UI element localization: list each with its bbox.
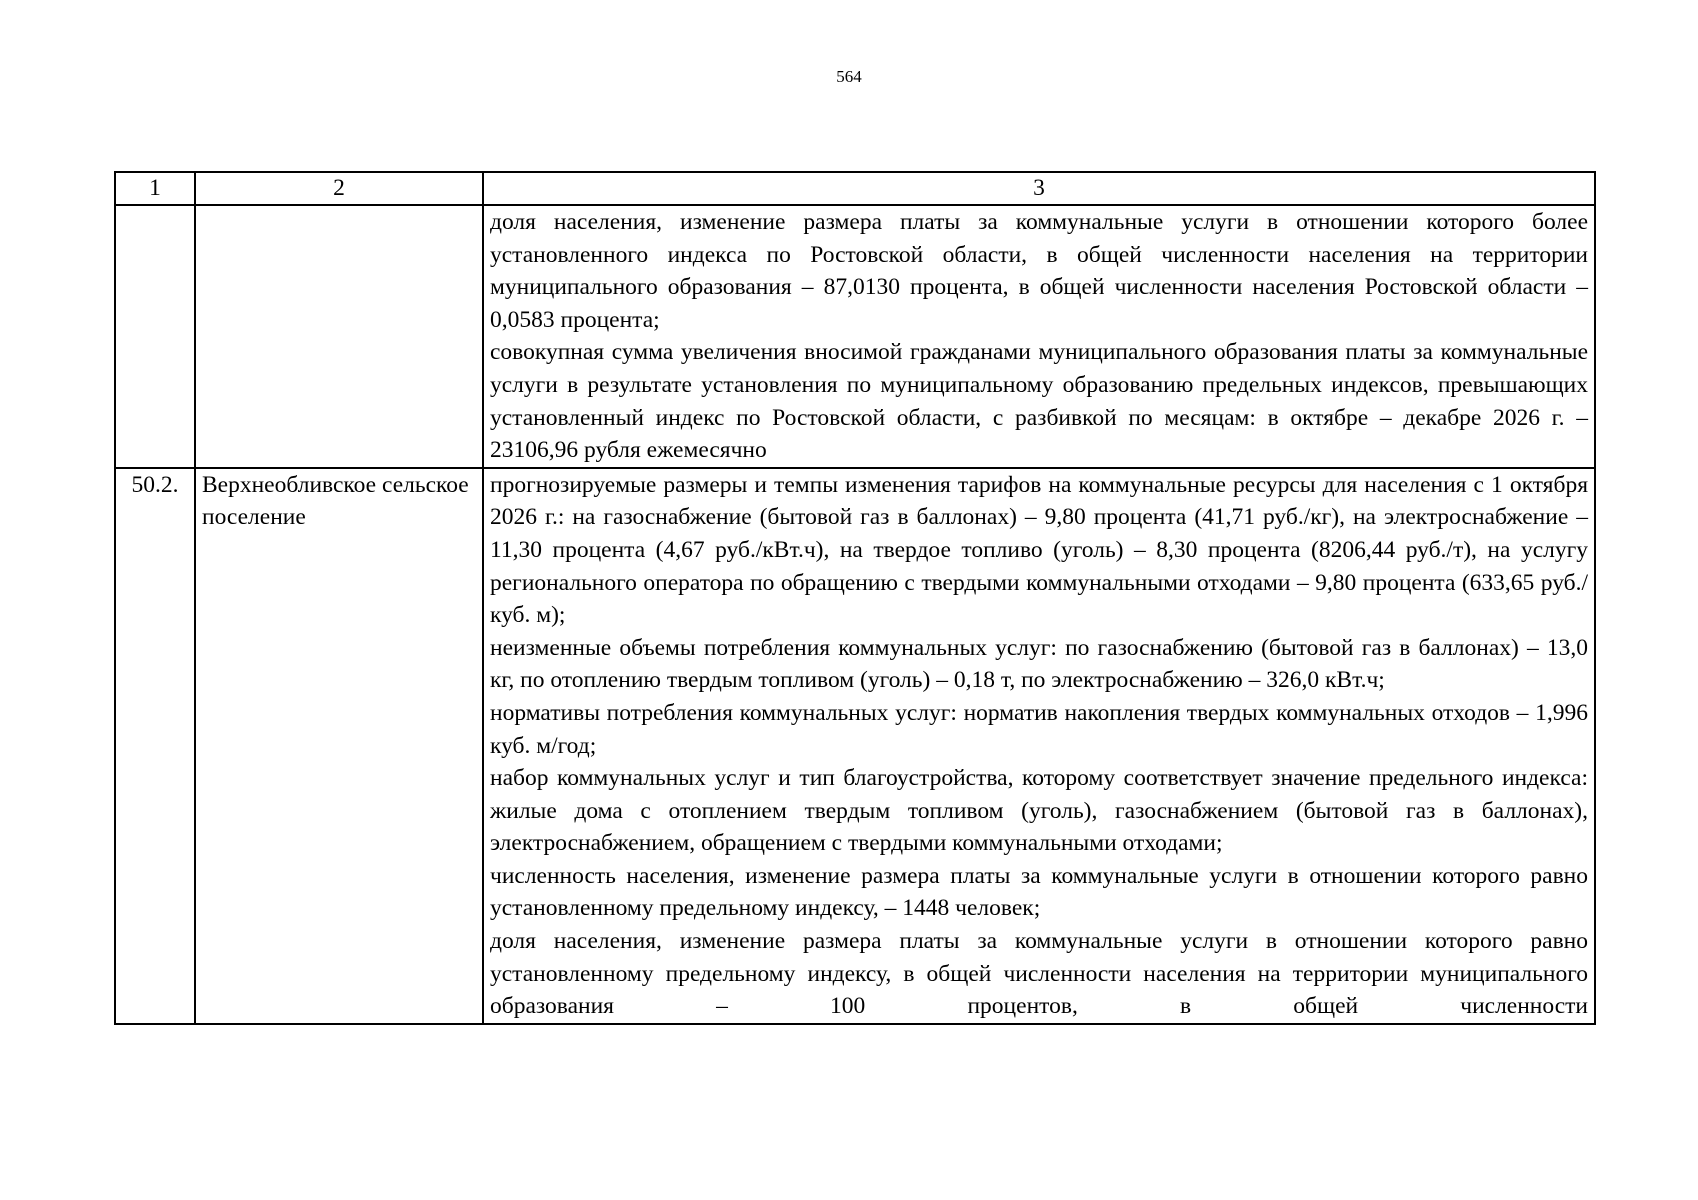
column-header-3: 3	[483, 172, 1595, 205]
paragraph: нормативы потребления коммунальных услуг: норматив накопления твердых коммунальных отходов – 1,996 куб. м/год;	[490, 699, 1588, 759]
table-row	[115, 468, 1595, 1024]
column-header-1: 1	[115, 172, 195, 205]
table-row	[115, 205, 1595, 468]
paragraph: численность населения, изменение размера платы за коммунальные услуги в отношении которого равно установленному предельному индексу, – 1448 человек;	[490, 862, 1588, 922]
row-number-cell: 50.2.	[115, 468, 195, 1024]
paragraph: набор коммунальных услуг и тип благоустройства, которому соответствует значение предельного индекса: жилые дома с отоплением твердым топливом (уголь), газоснабжением (бытовой газ в баллонах), электроснабжением, обращением с твердыми коммунальными отходами;	[490, 765, 1588, 857]
indicators-cell	[483, 468, 1595, 1024]
row-number-cell	[115, 205, 195, 468]
settlement-name-cell	[195, 205, 483, 468]
table-header-row	[115, 172, 1595, 205]
column-header-2: 2	[195, 172, 483, 205]
paragraph: прогнозируемые размеры и темпы изменения тарифов на коммунальные ресурсы для населения с 1 октября 2026 г.: на газоснабжение (бытовой газ в баллонах) – 9,80 процента (41,71 руб./кг), на электроснабжение – 11,30 процента (4,67 руб./кВт.ч), на твердое топливо (уголь) – 8,30 процента (8206,44 руб./т), на услугу регионального оператора по обращению с твердыми коммунальными отходами – 9,80 процента (633,65 руб./куб. м);	[490, 471, 1588, 629]
paragraph: неизменные объемы потребления коммунальных услуг: по газоснабжению (бытовой газ в баллонах) – 13,0 кг, по отоплению твердым топливом (уголь) – 0,18 т, по электроснабжению – 326,0 кВт.ч;	[490, 634, 1588, 694]
paragraph: совокупная сумма увеличения вносимой гражданами муниципального образования платы за коммунальные услуги в результате установления по муниципальному образованию предельных индексов, превышающих установленный индекс по Ростовской области, с разбивкой по месяцам: в октябре – декабре 2026 г. – 23106,96 рубля ежемесячно	[490, 339, 1588, 464]
page-number: 564	[836, 67, 862, 86]
paragraph: доля населения, изменение размера платы за коммунальные услуги в отношении которого равно установленному предельному индексу, в общей численности населения на территории муниципального образования – 100 процентов, в общей численности	[490, 928, 1588, 1020]
settlement-name-cell: Верхнеобливское сельское поселение	[195, 468, 483, 1024]
indicators-cell	[483, 205, 1595, 468]
paragraph: доля населения, изменение размера платы за коммунальные услуги в отношении которого более установленного индекса по Ростовской области, в общей численности населения на территории муниципального образования – 87,0130 процента, в общей численности населения Ростовской области – 0,0583 процента;	[490, 209, 1588, 333]
document-table	[114, 171, 1596, 1025]
